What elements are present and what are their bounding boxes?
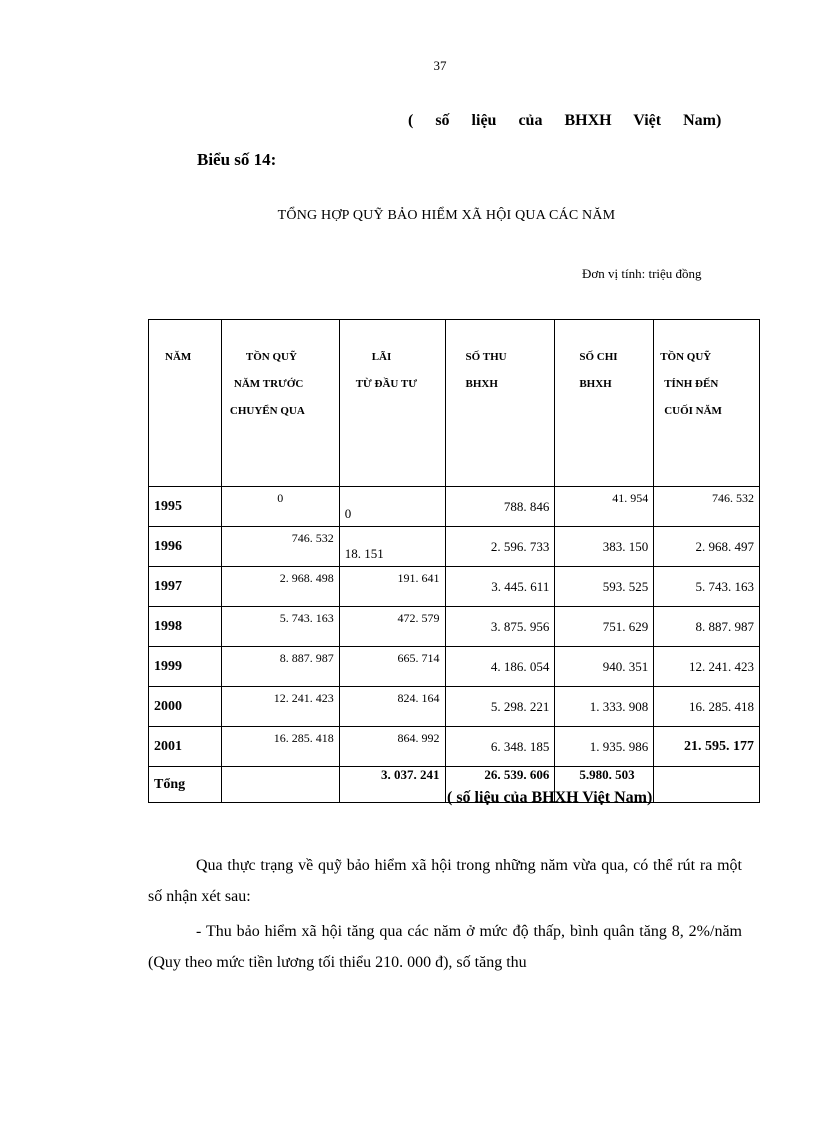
cell-carried: 8. 887. 987 bbox=[221, 647, 339, 687]
cell-interest: 191. 641 bbox=[339, 567, 445, 607]
fund-table bbox=[148, 319, 760, 803]
cell-spent: 41. 954 bbox=[555, 487, 654, 527]
total-balance-empty bbox=[654, 767, 760, 803]
total-interest: 3. 037. 241 bbox=[339, 767, 445, 803]
cell-balance: 21. 595. 177 bbox=[654, 727, 760, 767]
header-collected-line2: BHXH bbox=[465, 378, 498, 390]
cell-spent: 593. 525 bbox=[555, 567, 654, 607]
table-row bbox=[149, 527, 760, 567]
cell-balance: 2. 968. 497 bbox=[654, 527, 760, 567]
source-note-top: ( số liệu của BHXH Việt Nam) bbox=[408, 112, 722, 129]
header-carried-line2: NĂM TRƯỚC bbox=[233, 378, 304, 390]
table-row bbox=[149, 567, 760, 607]
cell-spent: 1. 333. 908 bbox=[555, 687, 654, 727]
cell-spent: 383. 150 bbox=[555, 527, 654, 567]
cell-interest: 864. 992 bbox=[339, 727, 445, 767]
table-row bbox=[149, 647, 760, 687]
cell-interest: 472. 579 bbox=[339, 607, 445, 647]
header-balance bbox=[654, 320, 760, 487]
table-row bbox=[149, 607, 760, 647]
cell-year: 1996 bbox=[149, 527, 222, 567]
cell-collected: 5. 298. 221 bbox=[445, 687, 555, 727]
cell-carried: 0 bbox=[221, 487, 339, 527]
cell-carried: 12. 241. 423 bbox=[221, 687, 339, 727]
cell-balance: 12. 241. 423 bbox=[654, 647, 760, 687]
chart-label: Biểu số 14: bbox=[197, 150, 277, 169]
cell-year: 2000 bbox=[149, 687, 222, 727]
cell-year: 2001 bbox=[149, 727, 222, 767]
header-carried-line3: CHUYỂN QUA bbox=[229, 405, 305, 417]
total-label: Tổng bbox=[149, 767, 222, 803]
header-collected bbox=[445, 320, 555, 487]
cell-collected: 3. 875. 956 bbox=[445, 607, 555, 647]
cell-collected: 2. 596. 733 bbox=[445, 527, 555, 567]
table-row bbox=[149, 487, 760, 527]
cell-balance: 746. 532 bbox=[654, 487, 760, 527]
cell-collected: 4. 186. 054 bbox=[445, 647, 555, 687]
unit-note: Đơn vị tính: triệu đồng bbox=[582, 266, 702, 281]
cell-year: 1998 bbox=[149, 607, 222, 647]
table-title: TỔNG HỢP QUỸ BẢO HIỂM XÃ HỘI QUA CÁC NĂM bbox=[277, 208, 616, 223]
cell-interest: 18. 151 bbox=[339, 527, 445, 567]
cell-carried: 2. 968. 498 bbox=[221, 567, 339, 607]
total-carried-empty bbox=[221, 767, 339, 803]
header-year: NĂM bbox=[149, 320, 222, 487]
cell-balance: 8. 887. 987 bbox=[654, 607, 760, 647]
cell-balance: 5. 743. 163 bbox=[654, 567, 760, 607]
cell-interest: 824. 164 bbox=[339, 687, 445, 727]
header-spent-line1: SỐ CHI bbox=[579, 351, 618, 363]
paragraph-intro: Qua thực trạng về quỹ bảo hiểm xã hội trong những năm vừa qua, có thể rút ra một số nhận xét sau: bbox=[148, 857, 742, 905]
page-number: 37 bbox=[433, 58, 447, 73]
cell-spent: 751. 629 bbox=[555, 607, 654, 647]
cell-balance: 16. 285. 418 bbox=[654, 687, 760, 727]
table-row bbox=[149, 687, 760, 727]
cell-collected: 788. 846 bbox=[445, 487, 555, 527]
cell-carried: 746. 532 bbox=[221, 527, 339, 567]
cell-carried: 16. 285. 418 bbox=[221, 727, 339, 767]
header-balance-line2: TÍNH ĐẾN bbox=[664, 378, 719, 390]
header-interest-line1: LÃI bbox=[371, 351, 392, 363]
cell-collected: 3. 445. 611 bbox=[445, 567, 555, 607]
header-carried-over bbox=[221, 320, 339, 487]
total-spent: 5.980. 503 bbox=[555, 767, 654, 803]
header-carried-line1: TỒN QUỸ bbox=[245, 351, 297, 363]
header-balance-line1: TỒN QUỸ bbox=[660, 351, 712, 363]
header-balance-line3: CUỐI NĂM bbox=[664, 405, 722, 417]
cell-year: 1995 bbox=[149, 487, 222, 527]
cell-interest: 0 bbox=[339, 487, 445, 527]
cell-collected: 6. 348. 185 bbox=[445, 727, 555, 767]
table-row bbox=[149, 727, 760, 767]
cell-interest: 665. 714 bbox=[339, 647, 445, 687]
header-interest bbox=[339, 320, 445, 487]
header-collected-line1: SỐ THU bbox=[465, 351, 507, 363]
paragraph-point-1: - Thu bảo hiểm xã hội tăng qua các năm ở mức độ thấp, bình quân tăng 8, 2%/năm (Quy theo mức tiền lương tối thiểu 210. 000 đ), số tăng thu bbox=[148, 923, 742, 971]
table-header-row bbox=[149, 320, 760, 487]
total-collected: 26. 539. 606 bbox=[445, 767, 555, 803]
source-note-bottom: ( số liệu của BHXH Việt Nam) bbox=[447, 789, 653, 806]
header-interest-line2: TỪ ĐẦU TƯ bbox=[355, 378, 418, 390]
cell-spent: 1. 935. 986 bbox=[555, 727, 654, 767]
cell-year: 1999 bbox=[149, 647, 222, 687]
cell-carried: 5. 743. 163 bbox=[221, 607, 339, 647]
cell-year: 1997 bbox=[149, 567, 222, 607]
header-spent bbox=[555, 320, 654, 487]
header-spent-line2: BHXH bbox=[579, 378, 612, 390]
cell-spent: 940. 351 bbox=[555, 647, 654, 687]
